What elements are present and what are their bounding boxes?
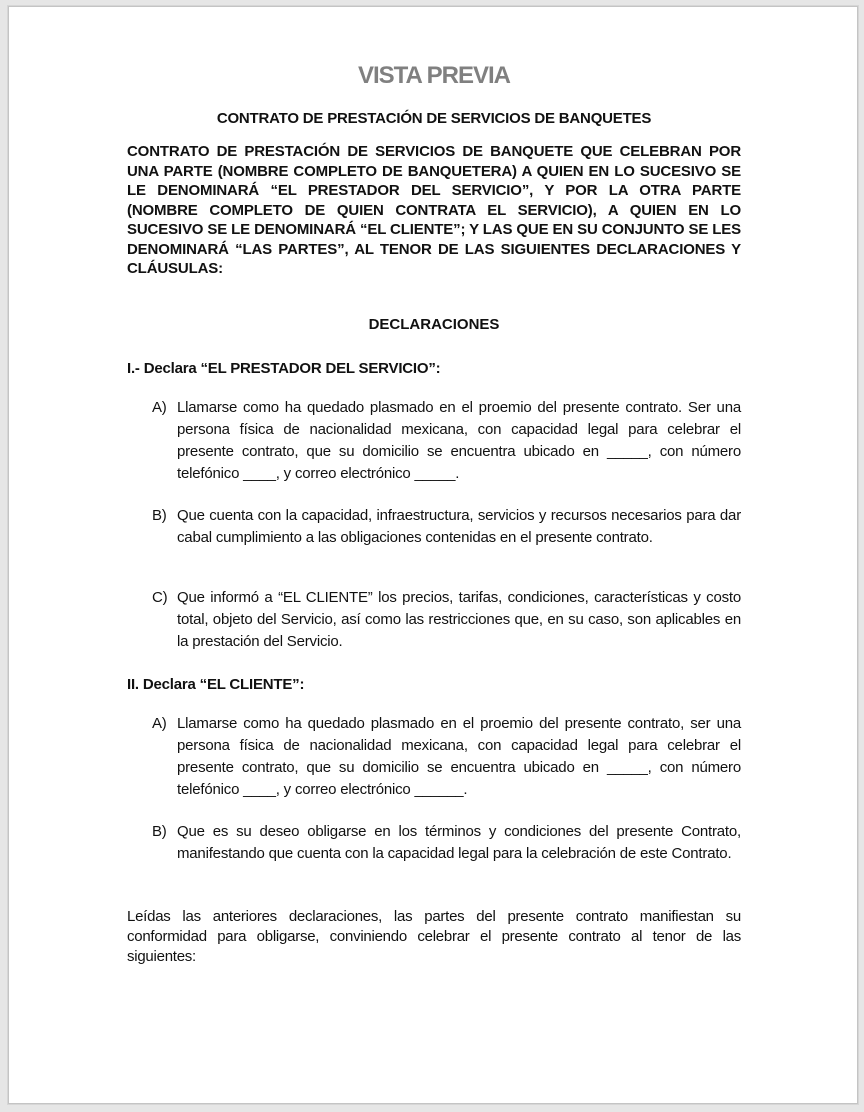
list-item-text: Que informó a “EL CLIENTE” los precios, tarifas, condiciones, características y costo total, objeto del Servicio, así como las restricciones que, en su caso, son aplicables en la prestación del Servicio. <box>177 589 741 650</box>
list-item <box>152 713 741 801</box>
list-item <box>152 821 741 865</box>
list-item-label: A) <box>152 715 167 732</box>
list-item-label: B) <box>152 507 167 524</box>
list-item <box>152 587 741 653</box>
list-item-text: Que cuenta con la capacidad, infraestructura, servicios y recursos necesarios para dar cabal cumplimiento a las obligaciones contenidas en el presente contrato. <box>177 507 741 546</box>
preview-watermark: VISTA PREVIA <box>357 62 511 89</box>
list-item <box>152 397 741 485</box>
list-item-label: B) <box>152 823 167 840</box>
closing-paragraph: Leídas las anteriores declaraciones, las partes del presente contrato manifiestan su conformidad para obligarse, conviniendo celebrar el presente contrato al tenor de las siguientes: <box>127 908 741 965</box>
declaration-heading-prestador: I.- Declara “EL PRESTADOR DEL SERVICIO”: <box>127 360 441 377</box>
list-item-text: Llamarse como ha quedado plasmado en el proemio del presente contrato, ser una persona física de nacionalidad mexicana, con capacidad legal para celebrar el presente contrato, que su domicilio se encuentra ubicado en _____, con número telefónico ____, y correo electrónico ______. <box>177 715 741 798</box>
list-item-text: Que es su deseo obligarse en los términos y condiciones del presente Contrato, manifestando que cuenta con la capacidad legal para la celebración de este Contrato. <box>177 823 741 862</box>
declaration-heading-cliente: II. Declara “EL CLIENTE”: <box>127 676 305 693</box>
document-page <box>8 6 858 1104</box>
section-title-declaraciones: DECLARACIONES <box>368 316 500 333</box>
contract-preamble: CONTRATO DE PRESTACIÓN DE SERVICIOS DE BANQUETE QUE CELEBRAN POR UNA PARTE (NOMBRE COMPLETO DE BANQUETERA) A QUIEN EN LO SUCESIVO SE LE DENOMINARÁ “EL PRESTADOR DEL SERVICIO”, Y POR LA OTRA PARTE (NOMBRE COMPLETO DE QUIEN CONTRATA EL SERVICIO), A QUIEN EN LO SUCESIVO SE LE DENOMINARÁ “EL CLIENTE”; Y LAS QUE EN SU CONJUNTO SE LES DENOMINARÁ “LAS PARTES”, AL TENOR DE LAS SIGUIENTES DECLARACIONES Y CLÁUSULAS: <box>127 143 741 277</box>
list-item <box>152 505 741 549</box>
list-item-text: Llamarse como ha quedado plasmado en el proemio del presente contrato. Ser una persona física de nacionalidad mexicana, con capacidad legal para celebrar el presente contrato, que su domicilio se encuentra ubicado en _____, con número telefónico ____, y correo electrónico _____. <box>177 399 741 482</box>
contract-title: CONTRATO DE PRESTACIÓN DE SERVICIOS DE BANQUETES <box>216 110 652 127</box>
list-item-label: A) <box>152 399 167 416</box>
list-item-label: C) <box>152 589 168 606</box>
